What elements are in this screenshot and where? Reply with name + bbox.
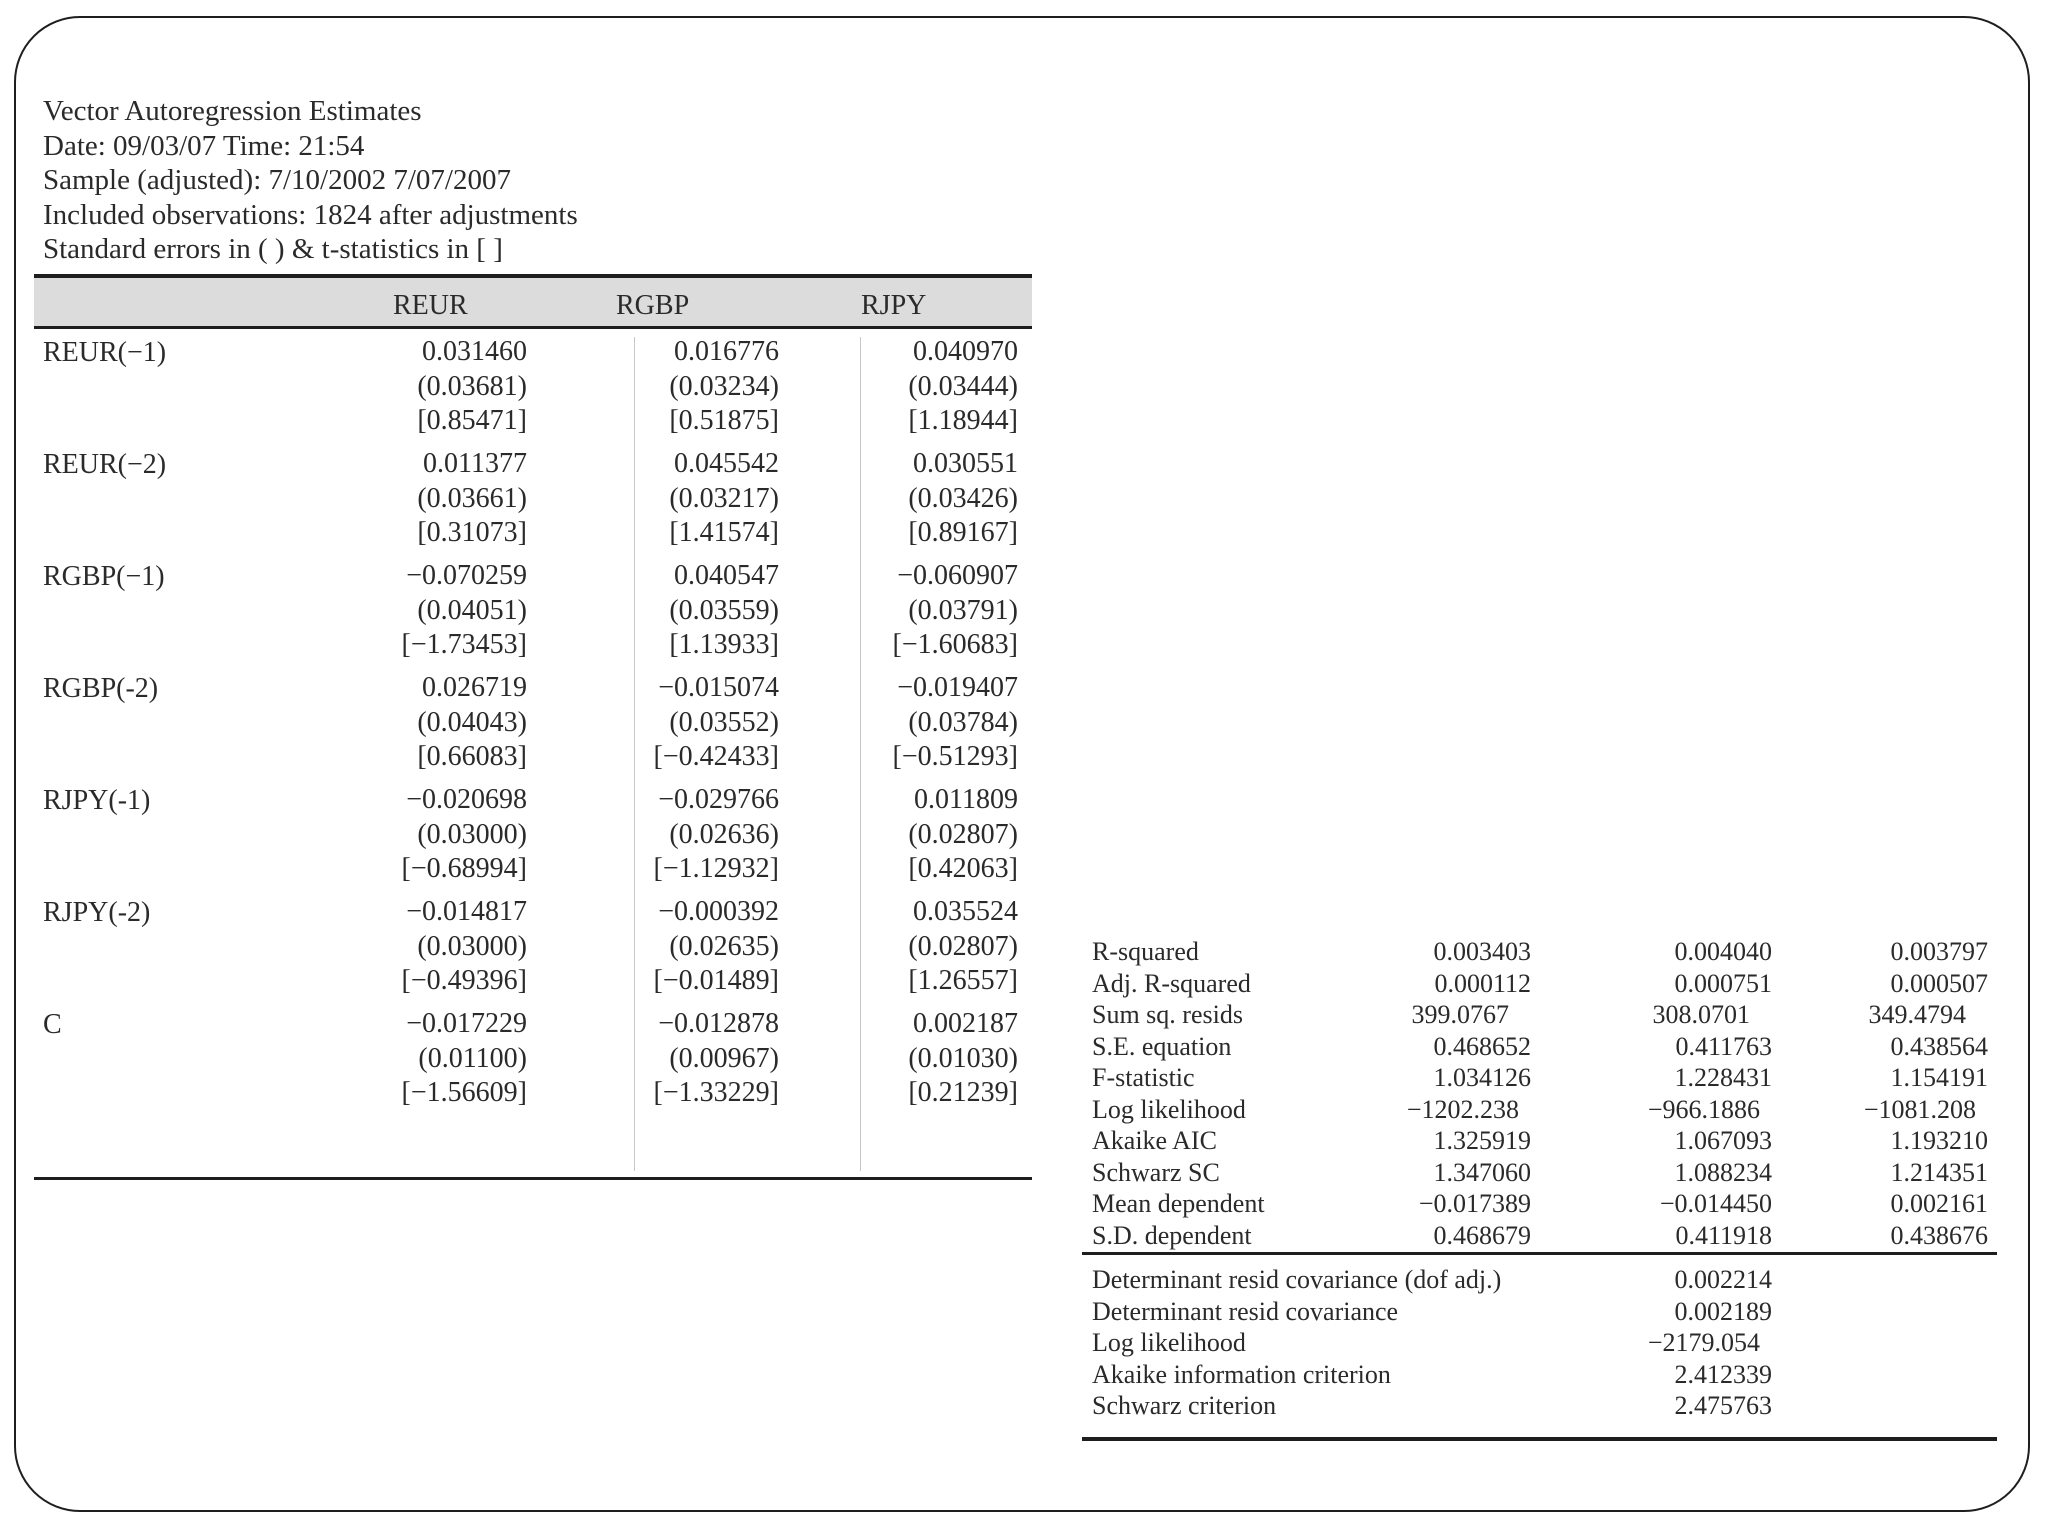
t-statistic: [−0.01489]: [653, 965, 779, 996]
coefficient-value: −0.060907: [897, 560, 1018, 591]
standard-error: (0.02636): [669, 818, 779, 850]
stat-value: 2.475763: [1674, 1391, 1772, 1420]
stat-value-rjpy: 1.214351: [1890, 1157, 1988, 1187]
t-statistic: [−1.56609]: [401, 1077, 527, 1108]
standard-error: (0.03217): [669, 482, 779, 514]
stat-value-rgbp: 308.0701: [1652, 1000, 1750, 1029]
coefficient-row: [34, 889, 1032, 1001]
coefficient-cell-rjpy: [778, 335, 1018, 439]
t-statistic: [1.41574]: [669, 517, 779, 548]
t-statistic: [−1.73453]: [401, 629, 527, 660]
coefficient-value: 0.011377: [423, 448, 527, 479]
coefficient-value: −0.070259: [406, 560, 527, 591]
coefficient-cell-rgbp: [539, 335, 779, 439]
t-statistic: [1.18944]: [908, 405, 1018, 436]
coefficient-cell-rjpy: [778, 783, 1018, 887]
standard-error: (0.04043): [417, 706, 527, 738]
standard-error: (0.03444): [908, 370, 1018, 402]
t-statistic: [0.21239]: [908, 1077, 1018, 1108]
coefficient-row: [34, 441, 1032, 553]
t-statistic: [−0.68994]: [401, 853, 527, 884]
coefficient-table-header: [34, 274, 1032, 329]
stat-value-rjpy: −1081.208: [1863, 1094, 1976, 1124]
stat-value-rgbp: 0.411763: [1675, 1031, 1772, 1061]
stat-value-rgbp: 0.000751: [1674, 968, 1772, 998]
header-title: Vector Autoregression Estimates: [43, 95, 422, 127]
coefficient-label: RJPY(-2): [43, 897, 151, 928]
system-statistics: [1082, 1255, 1997, 1441]
t-statistic: [0.85471]: [417, 405, 527, 436]
standard-error: (0.02807): [908, 930, 1018, 962]
coefficient-cell-reur: [287, 1007, 527, 1111]
stat-value-rgbp: 1.067093: [1674, 1126, 1772, 1155]
t-statistic: [0.89167]: [908, 517, 1018, 548]
t-statistic: [1.13933]: [669, 629, 779, 660]
stat-label: Determinant resid covariance (dof adj.): [1092, 1265, 1502, 1294]
coefficient-value: −0.029766: [658, 784, 779, 815]
header-date: Date: 09/03/07 Time: 21:54: [43, 129, 365, 162]
equation-stat-row: [1082, 1189, 1997, 1221]
standard-error: (0.04051): [417, 594, 527, 626]
column-header-rgbp: RGBP: [616, 290, 690, 321]
standard-error: (0.03791): [908, 594, 1018, 626]
system-stat-row: [1082, 1391, 1997, 1423]
standard-error: (0.03784): [908, 706, 1018, 738]
system-stat-row: [1082, 1297, 1997, 1329]
standard-error: (0.03681): [417, 370, 527, 402]
stat-value-rjpy: 0.002161: [1890, 1189, 1988, 1218]
header-note: Standard errors in ( ) & t-statistics in [ ]: [43, 233, 503, 265]
coefficient-cell-rjpy: [778, 559, 1018, 663]
stat-value-reur: 0.000112: [1434, 968, 1531, 998]
stat-label: Akaike information criterion: [1092, 1359, 1391, 1389]
coefficient-value: −0.017229: [406, 1008, 527, 1039]
coefficient-row: [34, 777, 1032, 889]
stat-value-reur: 1.347060: [1433, 1157, 1531, 1187]
coefficient-value: −0.019407: [897, 672, 1018, 703]
coefficient-label: REUR(−2): [43, 449, 167, 480]
coefficient-label: RGBP(−1): [43, 561, 165, 592]
coefficient-value: 0.002187: [913, 1008, 1018, 1039]
header-observations: Included observations: 1824 after adjustments: [43, 198, 578, 231]
stat-value-rgbp: 1.088234: [1674, 1157, 1772, 1187]
coefficient-cell-rjpy: [778, 671, 1018, 775]
standard-error: (0.00967): [669, 1042, 779, 1074]
coefficient-cell-reur: [287, 895, 527, 999]
coefficient-value: 0.045542: [674, 448, 779, 479]
t-statistic: [−1.60683]: [892, 629, 1018, 660]
standard-error: (0.01100): [418, 1042, 527, 1074]
coefficient-value: 0.030551: [913, 448, 1018, 479]
t-statistic: [0.31073]: [417, 517, 527, 548]
coefficient-value: 0.035524: [913, 896, 1018, 927]
coefficient-value: 0.040970: [913, 336, 1018, 367]
coefficient-cell-rjpy: [778, 447, 1018, 551]
equation-stat-row: [1082, 1221, 1997, 1253]
stat-value-rgbp: −0.014450: [1659, 1189, 1772, 1218]
coefficient-label: C: [43, 1009, 62, 1040]
standard-error: (0.03234): [669, 370, 779, 402]
coefficient-cell-rgbp: [539, 559, 779, 663]
system-stat-row: [1082, 1328, 1997, 1360]
equation-stat-row: [1082, 1158, 1997, 1190]
coefficient-cell-rgbp: [539, 895, 779, 999]
t-statistic: [−1.33229]: [653, 1077, 779, 1108]
coefficient-row: [34, 329, 1032, 441]
coefficient-value: 0.040547: [674, 560, 779, 591]
coefficient-cell-reur: [287, 335, 527, 439]
column-header-reur: REUR: [393, 290, 468, 321]
coefficient-value: 0.026719: [422, 672, 527, 703]
stat-value-rjpy: 0.438676: [1890, 1220, 1988, 1250]
coefficient-table: [34, 274, 1032, 1180]
coefficient-value: −0.012878: [658, 1008, 779, 1039]
coefficient-value: 0.031460: [422, 336, 527, 367]
coefficient-cell-reur: [287, 671, 527, 775]
coefficient-cell-rgbp: [539, 783, 779, 887]
stat-value-rjpy: 349.4794: [1868, 1000, 1966, 1029]
equation-statistics: [1082, 937, 1997, 1255]
equation-stat-row: [1082, 937, 1997, 969]
t-statistic: [0.42063]: [908, 853, 1018, 884]
coefficient-value: −0.020698: [406, 784, 527, 815]
equation-stat-row: [1082, 1095, 1997, 1127]
standard-error: (0.03559): [669, 594, 779, 626]
system-stat-row: [1082, 1265, 1997, 1297]
stat-label: Schwarz criterion: [1092, 1391, 1277, 1420]
coefficient-table-body: [34, 329, 1032, 1180]
stat-value-rgbp: 1.228431: [1674, 1063, 1772, 1092]
stat-label: R-squared: [1092, 937, 1199, 966]
stat-value-rjpy: 0.438564: [1890, 1031, 1988, 1061]
stat-label: S.E. equation: [1092, 1031, 1232, 1061]
stat-label: Log likelihood: [1092, 1328, 1246, 1357]
coefficient-value: 0.016776: [674, 336, 779, 367]
column-header-rjpy: RJPY: [861, 290, 927, 321]
stat-value-reur: 399.0767: [1411, 1000, 1509, 1029]
stat-value-rjpy: 0.003797: [1890, 937, 1988, 966]
stat-value-rjpy: 0.000507: [1890, 968, 1988, 998]
stat-value-reur: 0.003403: [1433, 937, 1531, 966]
stat-value-rjpy: 1.154191: [1890, 1063, 1988, 1092]
stat-label: Schwarz SC: [1092, 1157, 1220, 1187]
t-statistic: [−0.51293]: [892, 741, 1018, 772]
stat-value-reur: −1202.238: [1406, 1094, 1519, 1124]
stat-label: Sum sq. resids: [1092, 1000, 1243, 1029]
stat-label: Adj. R-squared: [1092, 968, 1251, 998]
t-statistic: [−1.12932]: [653, 853, 779, 884]
stat-value-rjpy: 1.193210: [1890, 1126, 1988, 1155]
coefficient-row: [34, 553, 1032, 665]
stat-value-rgbp: 0.411918: [1675, 1220, 1772, 1250]
stat-value: 0.002189: [1674, 1296, 1772, 1326]
statistics-table: [1082, 937, 1997, 1441]
coefficient-value: −0.000392: [658, 896, 779, 927]
t-statistic: [−0.42433]: [653, 741, 779, 772]
standard-error: (0.03661): [417, 482, 527, 514]
stat-value-reur: 0.468652: [1433, 1031, 1531, 1061]
standard-error: (0.02635): [669, 930, 779, 962]
coefficient-label: REUR(−1): [43, 337, 167, 368]
stat-value: −2179.054: [1647, 1328, 1760, 1357]
coefficient-cell-reur: [287, 447, 527, 551]
equation-stat-row: [1082, 969, 1997, 1001]
stat-label: S.D. dependent: [1092, 1220, 1252, 1250]
stat-value-rgbp: −966.1886: [1647, 1094, 1760, 1124]
stat-label: Log likelihood: [1092, 1094, 1246, 1124]
coefficient-value: −0.015074: [658, 672, 779, 703]
coefficient-cell-reur: [287, 783, 527, 887]
equation-stat-row: [1082, 1126, 1997, 1158]
t-statistic: [0.51875]: [669, 405, 779, 436]
standard-error: (0.03000): [417, 930, 527, 962]
stat-label: Mean dependent: [1092, 1189, 1265, 1218]
coefficient-label: RGBP(-2): [43, 673, 159, 704]
coefficient-cell-rjpy: [778, 895, 1018, 999]
stat-value-reur: 1.034126: [1433, 1063, 1531, 1092]
stat-value-rgbp: 0.004040: [1674, 937, 1772, 966]
stat-value-reur: 1.325919: [1433, 1126, 1531, 1155]
stat-value: 0.002214: [1674, 1265, 1772, 1294]
coefficient-value: 0.011809: [914, 784, 1018, 815]
equation-stat-row: [1082, 1063, 1997, 1095]
stat-label: F-statistic: [1092, 1063, 1195, 1092]
standard-error: (0.02807): [908, 818, 1018, 850]
coefficient-value: −0.014817: [406, 896, 527, 927]
system-stat-row: [1082, 1360, 1997, 1392]
coefficient-cell-rgbp: [539, 671, 779, 775]
coefficient-row: [34, 665, 1032, 777]
t-statistic: [1.26557]: [908, 965, 1018, 996]
estimation-header: [43, 94, 578, 267]
equation-stat-row: [1082, 1032, 1997, 1064]
coefficient-cell-rjpy: [778, 1007, 1018, 1111]
coefficient-label: RJPY(-1): [43, 785, 151, 816]
stat-value: 2.412339: [1674, 1359, 1772, 1389]
coefficient-cell-rgbp: [539, 447, 779, 551]
standard-error: (0.03426): [908, 482, 1018, 514]
standard-error: (0.03000): [417, 818, 527, 850]
standard-error: (0.03552): [669, 706, 779, 738]
t-statistic: [0.66083]: [417, 741, 527, 772]
equation-stat-row: [1082, 1000, 1997, 1032]
stat-label: Determinant resid covariance: [1092, 1296, 1399, 1326]
stat-label: Akaike AIC: [1092, 1126, 1217, 1155]
coefficient-row: [34, 1001, 1032, 1113]
t-statistic: [−0.49396]: [401, 965, 527, 996]
header-sample: Sample (adjusted): 7/10/2002 7/07/2007: [43, 164, 511, 196]
coefficient-cell-rgbp: [539, 1007, 779, 1111]
standard-error: (0.01030): [908, 1042, 1018, 1074]
stat-value-reur: −0.017389: [1418, 1189, 1531, 1218]
stat-value-reur: 0.468679: [1433, 1220, 1531, 1250]
coefficient-cell-reur: [287, 559, 527, 663]
